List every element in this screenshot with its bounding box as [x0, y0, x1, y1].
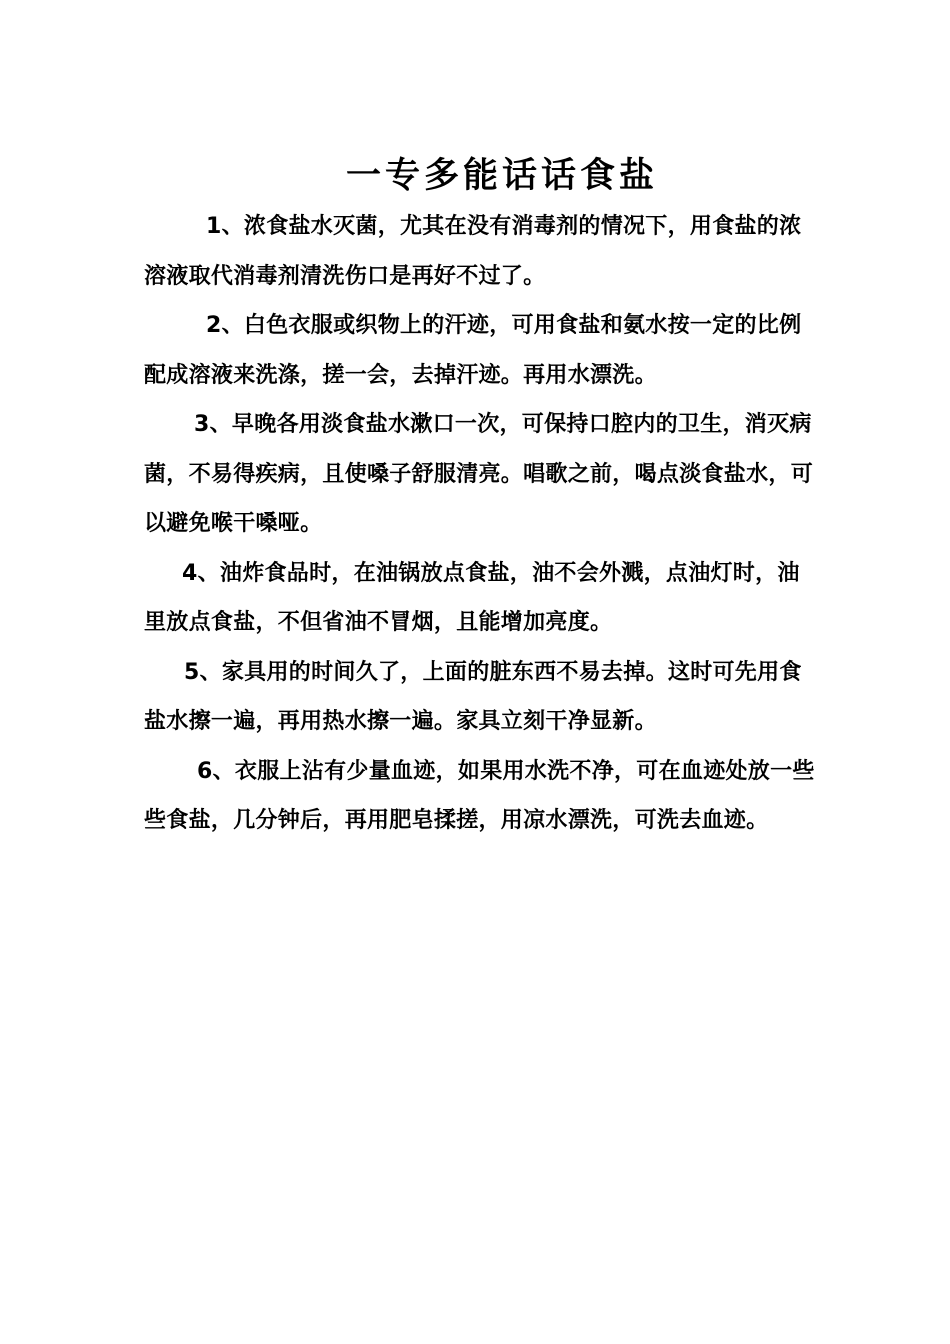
paragraph-1: 1、浓食盐水灭菌，尤其在没有消毒剂的情况下，用食盐的浓溶液取代消毒剂清洗伤口是再好不过了。: [144, 214, 802, 289]
paragraph-4: 4、油炸食品时，在油锅放点食盐，油不会外溅，点油灯时，油里放点食盐，不但省油不冒烟，且能增加亮度。: [144, 560, 800, 635]
paragraph-6: 6、衣服上沾有少量血迹，如果用水洗不净，可在血迹处放一些些食盐，几分钟后，再用肥皂揉搓，用凉水漂洗，可洗去血迹。: [144, 758, 815, 833]
paragraph-3: 3、早晚各用淡食盐水漱口一次，可保持口腔内的卫生，消灭病菌，不易得疾病，且使嗓子舒服清亮。唱歌之前，喝点淡食盐水，可以避免喉干嗓哑。: [144, 412, 814, 536]
document-title: 一专多能话话食盐: [345, 155, 658, 196]
paragraph-2: 2、白色衣服或织物上的汗迹，可用食盐和氨水按一定的比例配成溶液来洗涤，搓一会，去掉汗迹。再用水漂洗。: [144, 313, 802, 388]
paragraph-5: 5、家具用的时间久了，上面的脏东西不易去掉。这时可先用食盐水擦一遍，再用热水擦一遍。家具立刻干净显新。: [144, 659, 802, 734]
document-body: [144, 202, 818, 846]
